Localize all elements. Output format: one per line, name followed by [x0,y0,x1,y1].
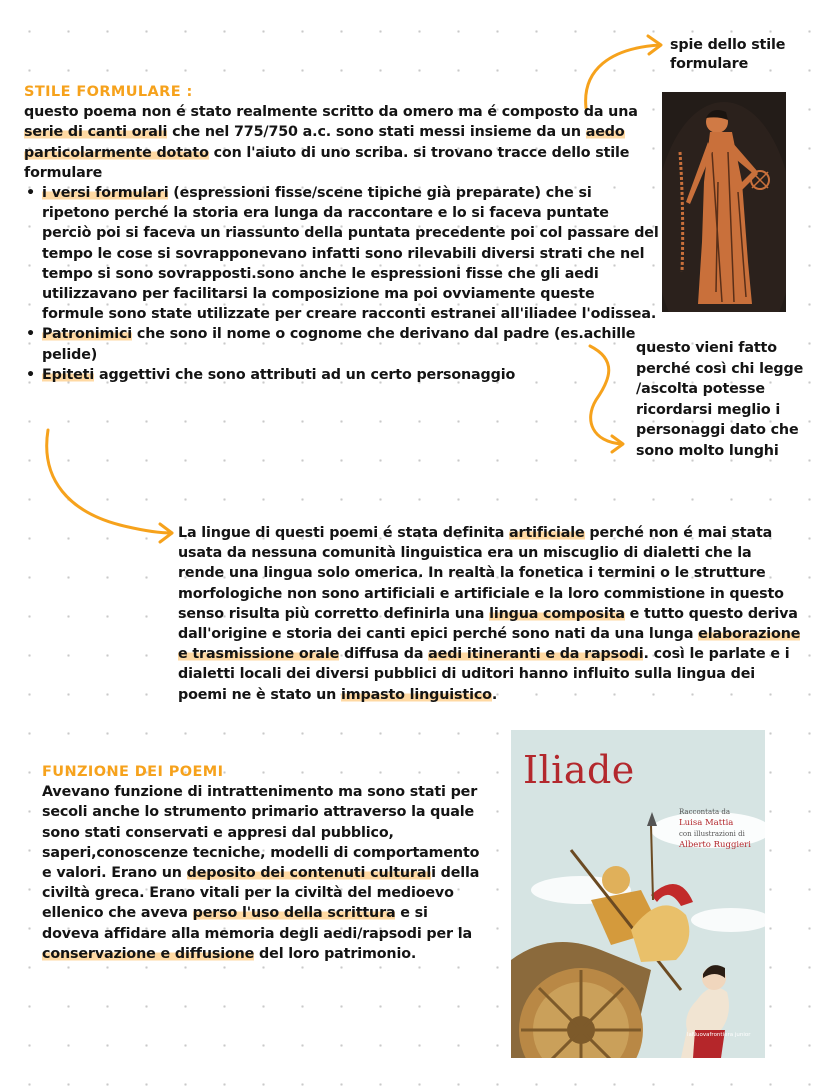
spie-label: spie dello stile formulare [670,37,786,72]
funzione-text [42,782,482,964]
stile-formulare-section [24,82,660,385]
bullet-epiteti [24,365,660,385]
cover-illustrator: Alberto Ruggieri [679,840,751,850]
stile-formulare-intro [24,102,660,183]
text-run: aggettivi che sono attributi ad un certo personaggio [94,366,516,383]
text-run: diffusa da [339,646,429,663]
arrow-to-lingua [47,430,172,533]
highlighted-phrase: perso l'uso della scrittura [192,905,396,922]
highlighted-phrase: i versi formulari [42,185,169,202]
text-run: perché non é mai stata usata da nessuna comunità linguistica era un miscuglio di dialetti che la rende una lingua solo omerica. In realtà la fonetica i termini o le strutture morfologiche non sono artificiali e artificiale e la loro commistione in questo senso risulta più corretto definirla una [178,525,784,622]
cover-title: Iliade [523,748,635,792]
funzione-section [42,762,482,964]
bullet-versi-formulari [24,183,660,324]
side-note: questo vieni fatto perché così chi legge /ascolta potesse ricordarsi meglio i personaggi dato che sono molto lunghi [636,340,804,459]
highlighted-phrase: elaborazione e trasmissione orale [178,626,801,663]
text-run: e si doveva affidare alla memoria degli aedi/rapsodi per la [42,905,473,942]
highlighted-phrase: artificiale [509,525,585,541]
text-run: e tutto questo deriva dall'origine e storia dei canti epici perché sono nati da una lunga [178,605,798,643]
highlighted-phrase: Patronimici [42,326,133,343]
text-run: Avevano funzione di intrattenimento ma sono stati per secoli anche lo strumento primario attraverso la quale sono stati conservati e appresi dal pubblico, saperi,conoscenze tecniche, modelli di comportamento e valori. Erano un [42,784,480,882]
highlighted-phrase: conservazione e diffusione [42,945,255,962]
cover-illustrazioni: con illustrazioni di [679,830,745,838]
highlighted-phrase: Epiteti [42,366,95,383]
text-run: . così le parlate e i dialetti locali dei diversi pubblici di uditori hanno influito sulla lingua dei poemi ne è stato un [178,646,790,703]
stile-formulare-bullets [24,183,660,385]
text-run: La lingue di questi poemi é stata definita [178,525,510,541]
highlighted-phrase: lingua composita [489,605,625,622]
highlighted-phrase: deposito dei contenuti cultural [186,865,432,882]
cover-publisher: laNuovafrontiera junior [687,1032,751,1038]
lingua-paragraph [178,523,802,705]
text-run: con l'aiuto di uno scriba. si trovano tracce dello stile formulare [24,144,630,181]
highlighted-phrase: serie di canti orali [24,124,168,141]
text-run: che sono il nome o cognome che derivano dal padre (es.achille pelide) [42,326,636,363]
highlighted-phrase: aedo particolarmente dotato [24,124,625,161]
greek-vase-image [662,92,786,312]
cover-author: Luisa Mattia [679,818,734,828]
text-run: i della civiltà greca. Erano vitali per la civiltà del medioevo ellenico che aveva [42,865,480,922]
highlighted-phrase: aedi itineranti e da rapsodi [428,646,644,663]
text-run: questo poema non é stato realmente scritto da omero ma é composto da una [24,104,638,121]
highlighted-phrase: impasto linguistico [341,686,492,703]
stile-formulare-heading: STILE FORMULARE : [24,84,193,100]
bullet-patronimici [24,324,660,364]
funzione-heading: FUNZIONE DEI POEMI [42,764,224,780]
text-run: (espressioni fisse/scene tipiche già preparate) che si ripetono perché la storia era lunga da raccontare e lo si faceva puntate perciò poi si faceva un riassunto della puntata precedente poi col passare del tempo le cose si sovrapponevano infatti sono rilevabili diversi strati che nel tempo si sono sovrapposti.sono anche le espressioni fisse che gli aedi utilizzavano per facilitarsi la composizione ma poi ovviamente queste formule sono state utilizzate per creare racconti estranei all'iliadee l'odissea. [42,185,659,323]
iliade-book-cover [511,730,765,1058]
text-run: che nel 775/750 a.c. sono stati messi insieme da un [167,124,586,141]
text-run: . [491,686,498,703]
cover-raccontata-da: Raccontata da [679,808,731,816]
text-run: del loro patrimonio. [254,945,417,962]
